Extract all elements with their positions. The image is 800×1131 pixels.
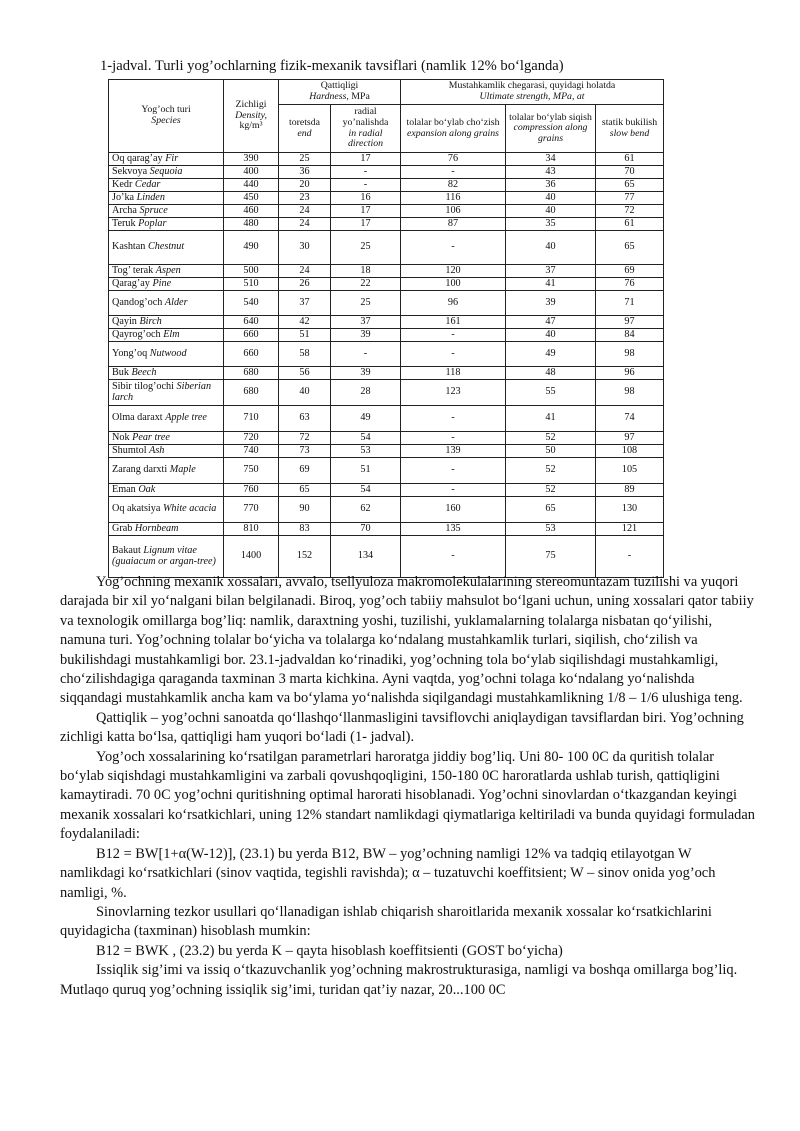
- species-name-en: Pear tree: [132, 431, 170, 443]
- species-name-uz: Nok: [112, 431, 130, 443]
- cell-bending: 65: [596, 179, 664, 192]
- table-row: [109, 265, 664, 278]
- species-name-uz: Teruk: [112, 217, 136, 229]
- species-name-en: Alder: [164, 296, 188, 308]
- cell-end: 58: [279, 342, 331, 367]
- species-name-uz: Qayrog’och: [112, 328, 161, 340]
- cell-density: 540: [224, 291, 279, 316]
- cell-species: [109, 342, 224, 367]
- species-name-uz: Kashtan: [112, 241, 146, 253]
- paragraph: Yog’ochning mexanik xossalari, avvalo, tsellyuloza makromolekulalarining stereomuntazam tuzilishi va yuqori darajada bir xil yo‘nalgani bilan belgilanadi. Biroq, yog’och tabiiy mahsulot bo‘lgani uchun, uning xossalari qator tabiiy va texnologik omillarga bog’liq: namlik, daraxtning yoshi, tuzilishi, yuklamalarning tolalarga nisbatan qo‘yilishi, namuna turi. Yog’ochning tolalar bo‘yicha va tolalarga ko‘ndalang mustahkamlik turlari, siqilish, cho‘zilish va bukilishdagi mustahkamligi bor. 23.1-jadvaldan ko‘rinadiki, yog’ochning tola bo‘ylab siqilishdagi mustahkamligi, cho‘zilishdagiga qaraganda taxminan 3 marta kichkina. Ayni vaqtda, yog’ochni tolaga ko‘ndalang yo‘nalishda siqqandagi mustahkamlik ancha kam va bo‘ylama yo‘nalishda siqilgandagi mustahkamlikning 1/8 – 1/6 ulushiga teng.: [60, 574, 754, 707]
- cell-tension: -: [401, 329, 506, 342]
- cell-radial: 53: [331, 445, 401, 458]
- cell-end: 90: [279, 497, 331, 523]
- cell-radial: 54: [331, 484, 401, 497]
- table-row: [109, 342, 664, 367]
- cell-end: 40: [279, 380, 331, 406]
- paragraph: B12 = BWK , (23.2) bu yerda K – qayta hisoblash koeffitsienti (GOST bo‘yicha): [96, 942, 563, 959]
- cell-radial: 70: [331, 523, 401, 536]
- cell-species: [109, 432, 224, 445]
- cell-species: [109, 329, 224, 342]
- cell-end: 42: [279, 316, 331, 329]
- cell-compression: 52: [506, 458, 596, 484]
- species-name-uz: Eman: [112, 483, 136, 495]
- cell-radial: 39: [331, 367, 401, 380]
- species-name-uz: Tog’ terak: [112, 264, 154, 276]
- cell-tension: 106: [401, 205, 506, 218]
- cell-tension: 82: [401, 179, 506, 192]
- cell-bending: 70: [596, 166, 664, 179]
- cell-tension: -: [401, 406, 506, 432]
- species-name-en: Lignum vitae (guaiacum or argan-tree): [112, 545, 216, 567]
- cell-species: [109, 316, 224, 329]
- cell-radial: 37: [331, 316, 401, 329]
- cell-end: 56: [279, 367, 331, 380]
- cell-species: [109, 153, 224, 166]
- cell-end: 24: [279, 205, 331, 218]
- cell-density: 390: [224, 153, 279, 166]
- cell-density: 810: [224, 523, 279, 536]
- species-name-uz: Qayin: [112, 315, 137, 327]
- species-name-en: Nutwood: [149, 347, 187, 359]
- cell-radial: 17: [331, 205, 401, 218]
- cell-species: [109, 179, 224, 192]
- species-name-uz: Yong’oq: [112, 347, 148, 359]
- header-density: Zichligi Density, kg/m³: [224, 80, 279, 153]
- table-caption: 1-jadval. Turli yog’ochlarning fizik-mexanik tavsiflari (namlik 12% bo‘lganda): [100, 58, 564, 74]
- species-name-en: Spruce: [139, 204, 168, 216]
- cell-species: [109, 205, 224, 218]
- species-name-uz: Qandog’och: [112, 296, 163, 308]
- table-row: [109, 380, 664, 406]
- cell-tension: -: [401, 166, 506, 179]
- cell-end: 37: [279, 291, 331, 316]
- cell-tension: -: [401, 432, 506, 445]
- species-name-uz: Grab: [112, 522, 133, 534]
- species-name-uz: Zarang darxti: [112, 464, 168, 476]
- table-row: [109, 205, 664, 218]
- cell-end: 23: [279, 192, 331, 205]
- cell-end: 72: [279, 432, 331, 445]
- paragraph: Issiqlik sig’imi va issiq o‘tkazuvchanlik yog’ochning makrostrukturasiga, namligi va boshqa omillarga bog’liq. Mutlaqo quruq yog’ochning issiqlik sig’imi, turidan qat’iy nazar, 20...100 0C: [60, 962, 738, 998]
- cell-compression: 39: [506, 291, 596, 316]
- cell-end: 36: [279, 166, 331, 179]
- cell-tension: -: [401, 342, 506, 367]
- species-name-uz: Archa: [112, 204, 137, 216]
- table-row: [109, 432, 664, 445]
- cell-species: [109, 192, 224, 205]
- cell-density: 660: [224, 329, 279, 342]
- table-row: [109, 166, 664, 179]
- cell-radial: 17: [331, 153, 401, 166]
- cell-bending: 69: [596, 265, 664, 278]
- cell-tension: 120: [401, 265, 506, 278]
- cell-end: 65: [279, 484, 331, 497]
- species-name-en: Poplar: [138, 217, 167, 229]
- cell-species: [109, 278, 224, 291]
- species-name-en: Maple: [169, 464, 196, 476]
- species-name-en: Apple tree: [165, 412, 207, 424]
- cell-end: 152: [279, 536, 331, 578]
- cell-species: [109, 484, 224, 497]
- header-hardness: Qattiqligi Hardness, MPa: [279, 80, 401, 105]
- species-name-en: Siberian larch: [112, 381, 212, 403]
- cell-density: 720: [224, 432, 279, 445]
- cell-bending: 97: [596, 316, 664, 329]
- table-row: [109, 367, 664, 380]
- cell-tension: 123: [401, 380, 506, 406]
- paragraph: Qattiqlik – yog’ochni sanoatda qo‘llashqo‘llanmasligini tavsiflovchi aniqlaydigan tavsiflardan biri. Yog’ochning zichligi katta bo‘lsa, qattiqligi ham yuqori bo‘ladi (1- jadval).: [60, 709, 744, 746]
- header-ultimate-strength: Mustahkamlik chegarasi, quyidagi holatda Ultimate strength, MPa, at: [401, 80, 664, 105]
- cell-bending: 84: [596, 329, 664, 342]
- species-name-en: Oak: [138, 483, 156, 495]
- cell-end: 73: [279, 445, 331, 458]
- cell-radial: 28: [331, 380, 401, 406]
- cell-end: 69: [279, 458, 331, 484]
- table-row: [109, 484, 664, 497]
- cell-compression: 52: [506, 484, 596, 497]
- cell-compression: 48: [506, 367, 596, 380]
- cell-compression: 43: [506, 166, 596, 179]
- species-name-en: Ash: [149, 444, 165, 456]
- cell-density: 500: [224, 265, 279, 278]
- cell-tension: 161: [401, 316, 506, 329]
- cell-tension: -: [401, 536, 506, 578]
- table-row: [109, 536, 664, 578]
- species-name-uz: Bakaut: [112, 545, 141, 557]
- species-name-en: Aspen: [155, 264, 181, 276]
- cell-tension: -: [401, 458, 506, 484]
- cell-end: 51: [279, 329, 331, 342]
- cell-density: 770: [224, 497, 279, 523]
- cell-bending: 61: [596, 218, 664, 231]
- cell-compression: 53: [506, 523, 596, 536]
- wood-properties-table: [108, 79, 664, 578]
- table-row: [109, 445, 664, 458]
- species-name-en: White acacia: [162, 503, 217, 515]
- cell-radial: -: [331, 342, 401, 367]
- table-row: [109, 278, 664, 291]
- table-row: [109, 406, 664, 432]
- cell-compression: 75: [506, 536, 596, 578]
- species-name-en: Hornbeam: [134, 522, 179, 534]
- species-name-en: Elm: [163, 328, 180, 340]
- header-species: Yog’och turi Species: [109, 80, 224, 153]
- cell-density: 480: [224, 218, 279, 231]
- cell-tension: 160: [401, 497, 506, 523]
- species-name-uz: Sibir tilog’ochi: [112, 381, 174, 393]
- cell-bending: 96: [596, 367, 664, 380]
- species-name-en: Linden: [136, 191, 165, 203]
- cell-density: 1400: [224, 536, 279, 578]
- cell-tension: -: [401, 484, 506, 497]
- cell-density: 710: [224, 406, 279, 432]
- cell-bending: 72: [596, 205, 664, 218]
- species-name-uz: Buk: [112, 366, 129, 378]
- cell-radial: 51: [331, 458, 401, 484]
- table-row: [109, 231, 664, 265]
- cell-species: [109, 166, 224, 179]
- cell-species: [109, 367, 224, 380]
- cell-end: 30: [279, 231, 331, 265]
- cell-compression: 47: [506, 316, 596, 329]
- cell-density: 660: [224, 342, 279, 367]
- table-row: [109, 179, 664, 192]
- cell-species: [109, 523, 224, 536]
- species-name-en: Cedar: [134, 178, 161, 190]
- paragraph: B12 = BW[1+α(W-12)], (23.1) bu yerda B12, BW – yog’ochning namligi 12% va tadqiq etilayotgan W namlikdagi ko‘rsatkichlari (sinov vaqtida, tegishli ravishda); α – tuzatuvchi koeffitsient; W – sinov onida yog’och namligi, %.: [60, 845, 716, 901]
- cell-bending: 98: [596, 342, 664, 367]
- table-row: [109, 153, 664, 166]
- cell-radial: 18: [331, 265, 401, 278]
- cell-species: [109, 458, 224, 484]
- cell-radial: -: [331, 179, 401, 192]
- cell-compression: 52: [506, 432, 596, 445]
- cell-density: 490: [224, 231, 279, 265]
- cell-radial: 134: [331, 536, 401, 578]
- cell-compression: 37: [506, 265, 596, 278]
- cell-radial: 22: [331, 278, 401, 291]
- cell-density: 510: [224, 278, 279, 291]
- cell-species: [109, 218, 224, 231]
- cell-bending: 74: [596, 406, 664, 432]
- species-name-uz: Oq qarag’ay: [112, 152, 163, 164]
- species-name-uz: Shumtol: [112, 444, 147, 456]
- cell-species: [109, 265, 224, 278]
- cell-compression: 49: [506, 342, 596, 367]
- cell-density: 680: [224, 367, 279, 380]
- cell-tension: 87: [401, 218, 506, 231]
- header-compression-along-grains: tolalar bo‘ylab siqish compression along grains: [506, 105, 596, 153]
- cell-end: 83: [279, 523, 331, 536]
- cell-density: 440: [224, 179, 279, 192]
- species-name-en: Fir: [165, 152, 179, 164]
- cell-tension: 76: [401, 153, 506, 166]
- cell-bending: 108: [596, 445, 664, 458]
- cell-compression: 40: [506, 329, 596, 342]
- cell-density: 680: [224, 380, 279, 406]
- species-name-en: Chestnut: [147, 241, 185, 253]
- species-name-en: Sequoia: [149, 165, 183, 177]
- cell-compression: 55: [506, 380, 596, 406]
- cell-bending: 98: [596, 380, 664, 406]
- table-row: [109, 458, 664, 484]
- table-row: [109, 497, 664, 523]
- cell-species: [109, 380, 224, 406]
- cell-species: [109, 291, 224, 316]
- cell-compression: 41: [506, 278, 596, 291]
- species-name-uz: Olma daraxt: [112, 412, 163, 424]
- cell-density: 460: [224, 205, 279, 218]
- cell-end: 26: [279, 278, 331, 291]
- cell-radial: 39: [331, 329, 401, 342]
- cell-radial: -: [331, 166, 401, 179]
- cell-compression: 41: [506, 406, 596, 432]
- cell-density: 400: [224, 166, 279, 179]
- cell-bending: 77: [596, 192, 664, 205]
- cell-tension: 118: [401, 367, 506, 380]
- cell-compression: 35: [506, 218, 596, 231]
- cell-tension: 96: [401, 291, 506, 316]
- cell-bending: 121: [596, 523, 664, 536]
- species-name-uz: Oq akatsiya: [112, 503, 161, 515]
- cell-radial: 25: [331, 291, 401, 316]
- table-row: [109, 316, 664, 329]
- table-row: [109, 523, 664, 536]
- cell-tension: 116: [401, 192, 506, 205]
- cell-density: 640: [224, 316, 279, 329]
- cell-compression: 50: [506, 445, 596, 458]
- cell-end: 63: [279, 406, 331, 432]
- cell-compression: 40: [506, 231, 596, 265]
- cell-end: 24: [279, 218, 331, 231]
- species-name-uz: Jo’ka: [112, 191, 135, 203]
- table-body: [109, 153, 664, 578]
- cell-radial: 54: [331, 432, 401, 445]
- cell-compression: 34: [506, 153, 596, 166]
- cell-compression: 65: [506, 497, 596, 523]
- species-name-uz: Kedr: [112, 178, 133, 190]
- cell-density: 750: [224, 458, 279, 484]
- cell-radial: 25: [331, 231, 401, 265]
- cell-bending: 61: [596, 153, 664, 166]
- cell-end: 25: [279, 153, 331, 166]
- species-name-en: Birch: [139, 315, 162, 327]
- cell-species: [109, 406, 224, 432]
- cell-bending: 97: [596, 432, 664, 445]
- cell-species: [109, 536, 224, 578]
- cell-end: 20: [279, 179, 331, 192]
- table-row: [109, 329, 664, 342]
- species-name-uz: Qarag’ay: [112, 277, 150, 289]
- cell-density: 740: [224, 445, 279, 458]
- cell-radial: 17: [331, 218, 401, 231]
- cell-bending: 105: [596, 458, 664, 484]
- table-row: [109, 192, 664, 205]
- cell-tension: -: [401, 231, 506, 265]
- paragraph: Yog’och xossalarining ko‘rsatilgan parametrlari haroratga jiddiy bog’liq. Uni 80- 100 0C da quritish tolalar bo‘ylab siqishdagi mustahkamligini va zarbali qovushqoqligini, 150-180 0C haroratlarda ushlab turish, qattiqligini kamaytiradi. 70 0C yog’ochni quritishning optimal harorati hisoblanadi. Yog’ochni sinovlardan o‘tkazgandan keyingi mexanik xossalari ko‘rsatkichlari, uning 12% standart namlikdagi qiymatlariga keltiriladi va bunda quyidagi formuladan foydalaniladi:: [60, 748, 755, 843]
- cell-species: [109, 497, 224, 523]
- cell-radial: 49: [331, 406, 401, 432]
- cell-tension: 100: [401, 278, 506, 291]
- cell-bending: 65: [596, 231, 664, 265]
- cell-tension: 135: [401, 523, 506, 536]
- cell-radial: 62: [331, 497, 401, 523]
- species-name-en: Pine: [152, 277, 172, 289]
- table-row: [109, 291, 664, 316]
- cell-species: [109, 231, 224, 265]
- cell-bending: 71: [596, 291, 664, 316]
- header-tension-along-grains: tolalar bo‘ylab cho‘zish expansion along grains: [401, 105, 506, 153]
- table-row: [109, 218, 664, 231]
- body-text: [60, 573, 758, 1000]
- cell-compression: 40: [506, 205, 596, 218]
- header-static-bending: statik bukilish slow bend: [596, 105, 664, 153]
- cell-species: [109, 445, 224, 458]
- cell-density: 760: [224, 484, 279, 497]
- cell-radial: 16: [331, 192, 401, 205]
- cell-bending: 76: [596, 278, 664, 291]
- properties-table-wrapper: [108, 79, 663, 567]
- cell-tension: 139: [401, 445, 506, 458]
- cell-compression: 36: [506, 179, 596, 192]
- cell-bending: -: [596, 536, 664, 578]
- species-name-en: Beech: [131, 366, 157, 378]
- cell-end: 24: [279, 265, 331, 278]
- header-hardness-radial: radial yo’nalishda in radial direction: [331, 105, 401, 153]
- cell-bending: 89: [596, 484, 664, 497]
- header-hardness-end: toretsda end: [279, 105, 331, 153]
- cell-bending: 130: [596, 497, 664, 523]
- cell-density: 450: [224, 192, 279, 205]
- species-name-uz: Sekvoya: [112, 165, 148, 177]
- cell-compression: 40: [506, 192, 596, 205]
- paragraph: Sinovlarning tezkor usullari qo‘llanadigan ishlab chiqarish sharoitlarida mexanik xossalar ko‘rsatkichlarini quyidagicha (taxminan) hisoblash mumkin:: [60, 903, 712, 940]
